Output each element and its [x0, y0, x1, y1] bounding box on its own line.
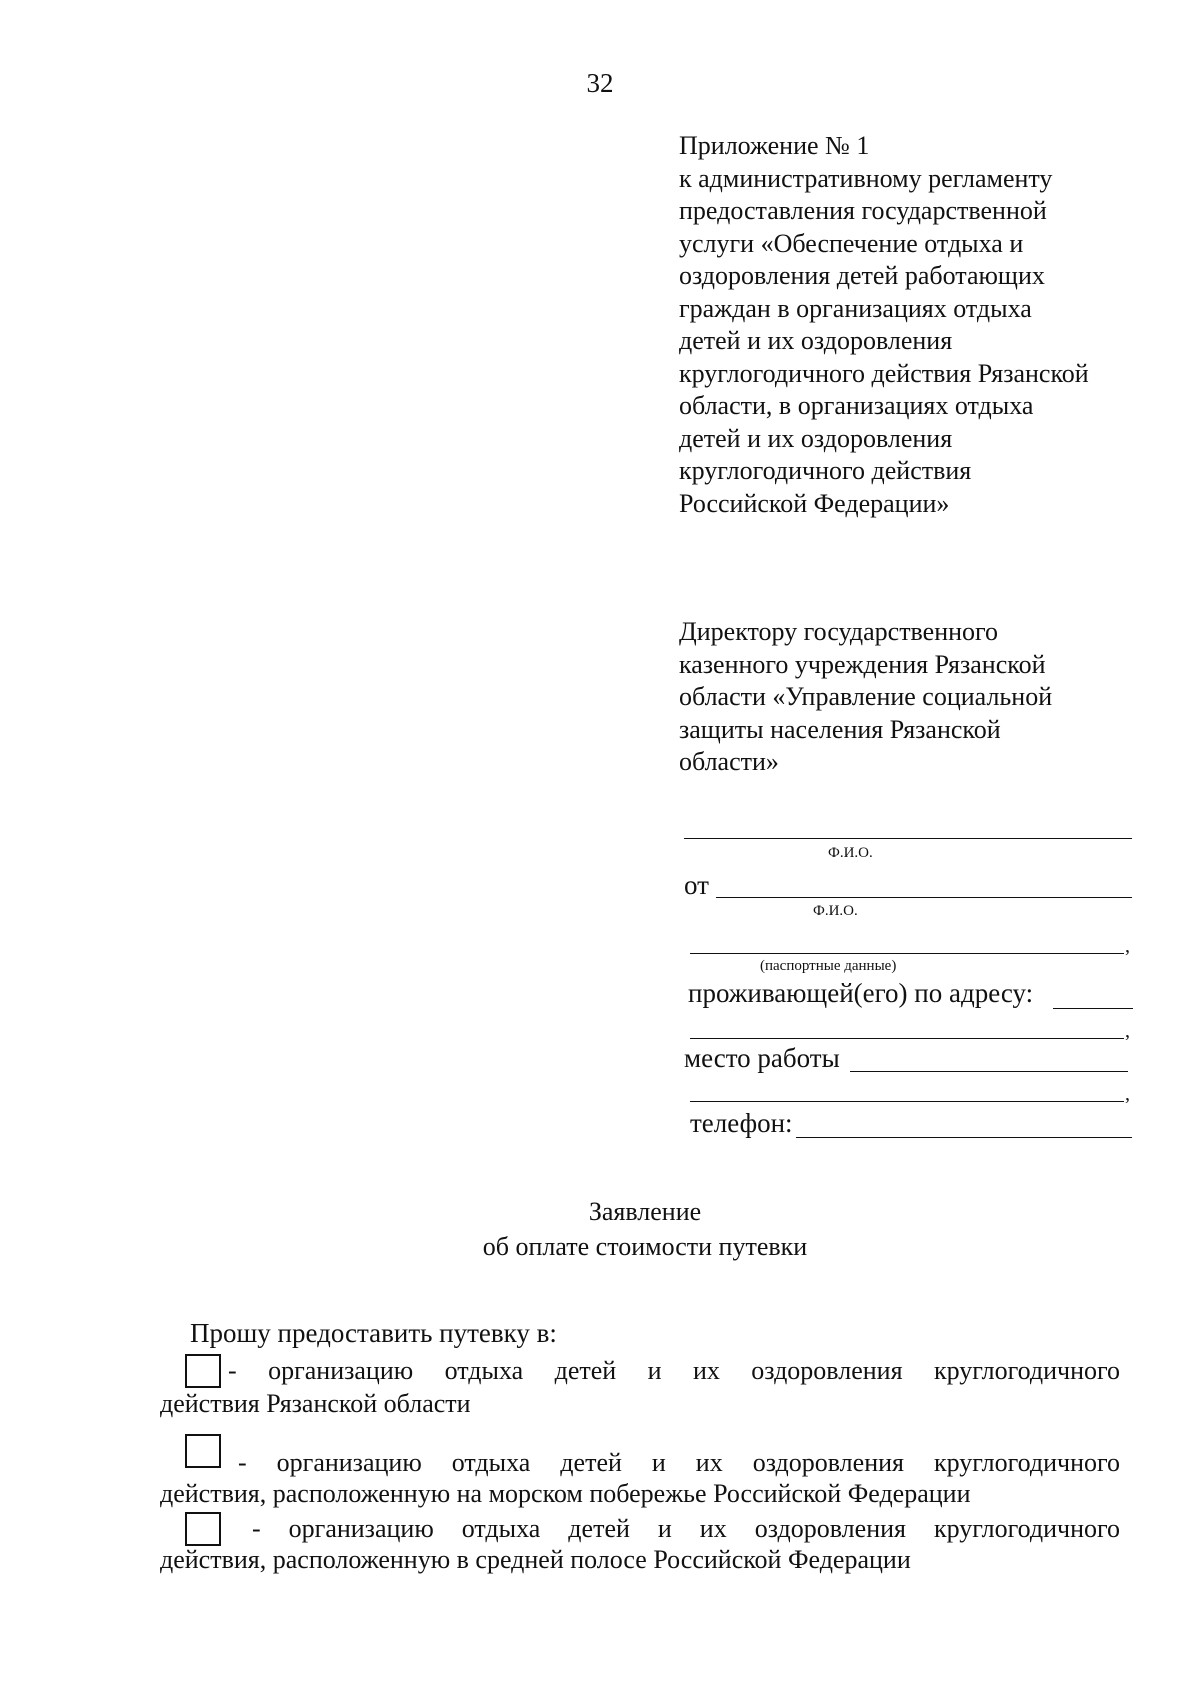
fio-caption: Ф.И.О.: [828, 845, 873, 861]
address-line-1[interactable]: [1053, 1008, 1133, 1009]
passport-caption: (паспортные данные): [760, 958, 897, 974]
appendix-line: области, в организациях отдыха: [679, 391, 1034, 420]
addressee-line: области»: [679, 747, 779, 776]
fio-caption: Ф.И.О.: [813, 903, 858, 919]
statement-title: Заявление: [588, 1197, 702, 1226]
appendix-line: круглогодичного действия: [679, 456, 972, 485]
request-lead: Прошу предоставить путевку в:: [190, 1318, 557, 1348]
addressee-line: области «Управление социальной: [679, 682, 1053, 711]
appendix-header: [679, 130, 1159, 520]
passport-data-line[interactable]: [690, 953, 1124, 954]
appendix-line: детей и их оздоровления: [679, 326, 953, 355]
option-checkbox-midland[interactable]: [185, 1512, 221, 1546]
addressee-line: защиты населения Рязанской: [679, 714, 1001, 744]
option-regional-line1: - организацию отдыха детей и их оздоровления круглогодичного: [228, 1356, 1120, 1385]
phone-label: телефон:: [690, 1108, 793, 1138]
appendix-line: оздоровления детей работающих: [679, 261, 1045, 290]
option-checkbox-seaside[interactable]: [185, 1434, 221, 1468]
address-line-2[interactable]: [690, 1038, 1124, 1039]
appendix-line: Приложение № 1: [679, 131, 870, 160]
comma: ,: [1125, 1083, 1130, 1105]
appendix-line: граждан в организациях отдыха: [679, 293, 1032, 323]
option-regional-line2: действия Рязанской области: [160, 1389, 471, 1418]
addressee-block: [679, 616, 1159, 779]
comma: ,: [1125, 1020, 1130, 1042]
appendix-line: Российской Федерации»: [679, 488, 950, 518]
appendix-line: круглогодичного действия Рязанской: [679, 358, 1089, 388]
work-line-2[interactable]: [690, 1101, 1124, 1102]
appendix-line: предоставления государственной: [679, 196, 1047, 225]
work-line-1[interactable]: [850, 1071, 1128, 1072]
option-midland-line2: действия, расположенную в средней полосе Российской Федерации: [160, 1545, 911, 1574]
addressee-line: казенного учреждения Рязанской: [679, 649, 1046, 679]
appendix-line: услуги «Обеспечение отдыха и: [679, 228, 1024, 258]
comma: ,: [1125, 935, 1130, 957]
appendix-line: к административному регламенту: [679, 163, 1053, 193]
applicant-fio-line[interactable]: [716, 897, 1132, 898]
option-midland-line1: - организацию отдыха детей и их оздоровления круглогодичного: [252, 1514, 1120, 1543]
from-label: от: [684, 870, 709, 900]
option-checkbox-regional[interactable]: [185, 1354, 221, 1388]
addressee-line: Директору государственного: [679, 617, 999, 646]
page-number: 32: [586, 68, 614, 98]
work-label: место работы: [684, 1043, 840, 1073]
statement-subtitle: об оплате стоимости путевки: [482, 1232, 808, 1261]
director-fio-line[interactable]: [684, 838, 1132, 839]
option-seaside-line1: - организацию отдыха детей и их оздоровления круглогодичного: [238, 1448, 1120, 1477]
option-seaside-line2: действия, расположенную на морском побережье Российской Федерации: [160, 1479, 971, 1508]
phone-line[interactable]: [796, 1137, 1132, 1138]
address-label: проживающей(его) по адресу:: [688, 978, 1034, 1008]
appendix-line: детей и их оздоровления: [679, 423, 953, 453]
